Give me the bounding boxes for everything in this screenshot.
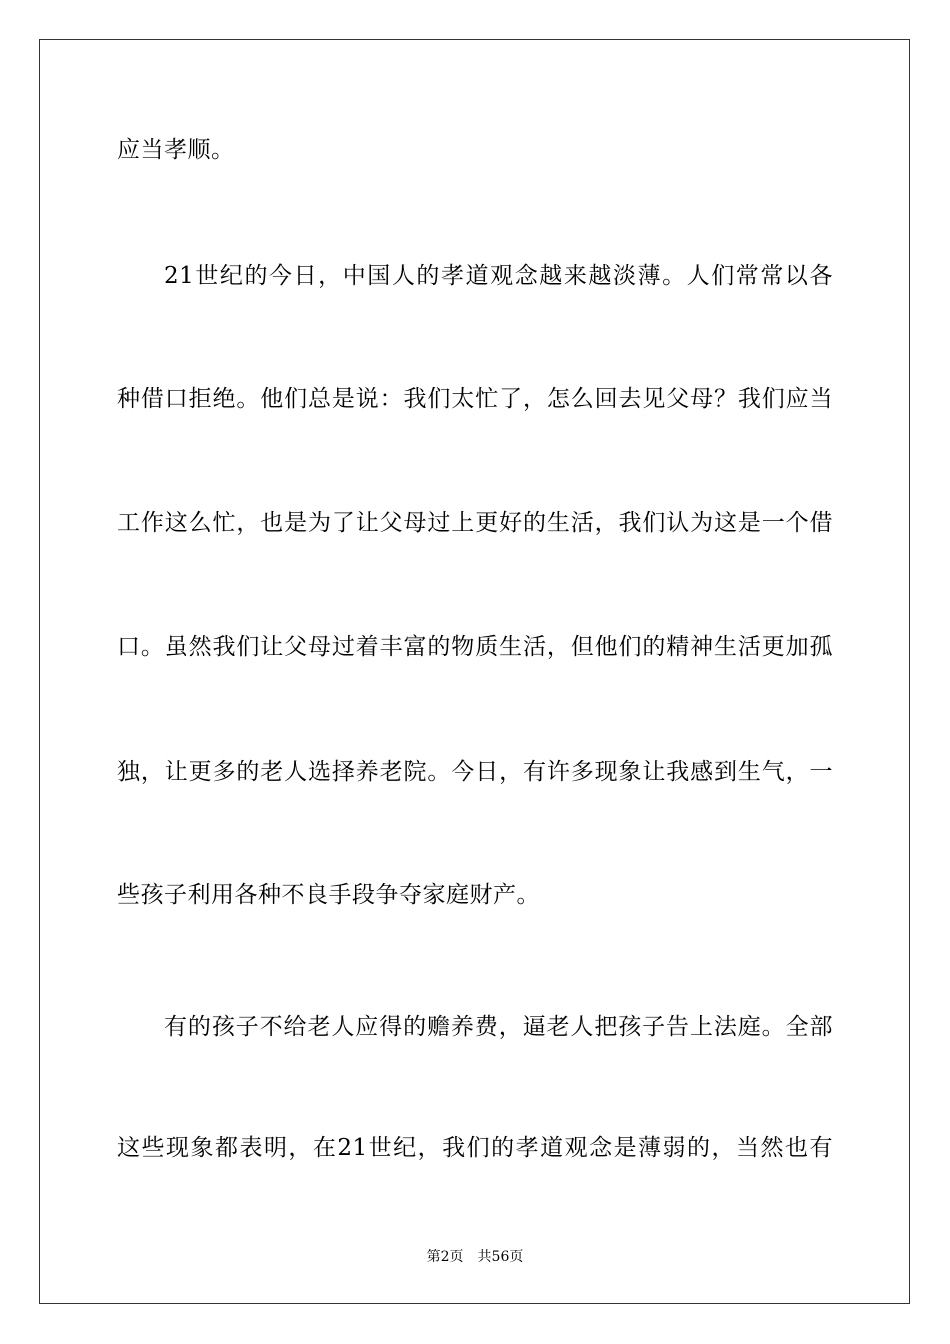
page-number-footer: 第2页 共56页 [426, 1249, 524, 1265]
text-line-3: 种借口拒绝。他们总是说：我们太忙了，怎么回去见父母？我们应当 [117, 386, 833, 412]
page-border [39, 39, 910, 1304]
text-line-8: 有的孩子不给老人应得的赡养费，逼老人把孩子告上法庭。全部 [164, 1014, 833, 1040]
text-line-9: 这些现象都表明，在21世纪，我们的孝道观念是薄弱的，当然也有 [117, 1135, 833, 1161]
text-line-2: 21世纪的今日，中国人的孝道观念越来越淡薄。人们常常以各 [164, 263, 833, 289]
text-line-4: 工作这么忙，也是为了让父母过上更好的生活，我们认为这是一个借 [117, 510, 833, 536]
text-line-5: 口。虽然我们让父母过着丰富的物质生活，但他们的精神生活更加孤 [117, 634, 833, 660]
text-line-1: 应当孝顺。 [117, 137, 235, 163]
text-line-6: 独，让更多的老人选择养老院。今日，有许多现象让我感到生气，一 [117, 759, 833, 785]
text-line-7: 些孩子利用各种不良手段争夺家庭财产。 [117, 882, 540, 908]
